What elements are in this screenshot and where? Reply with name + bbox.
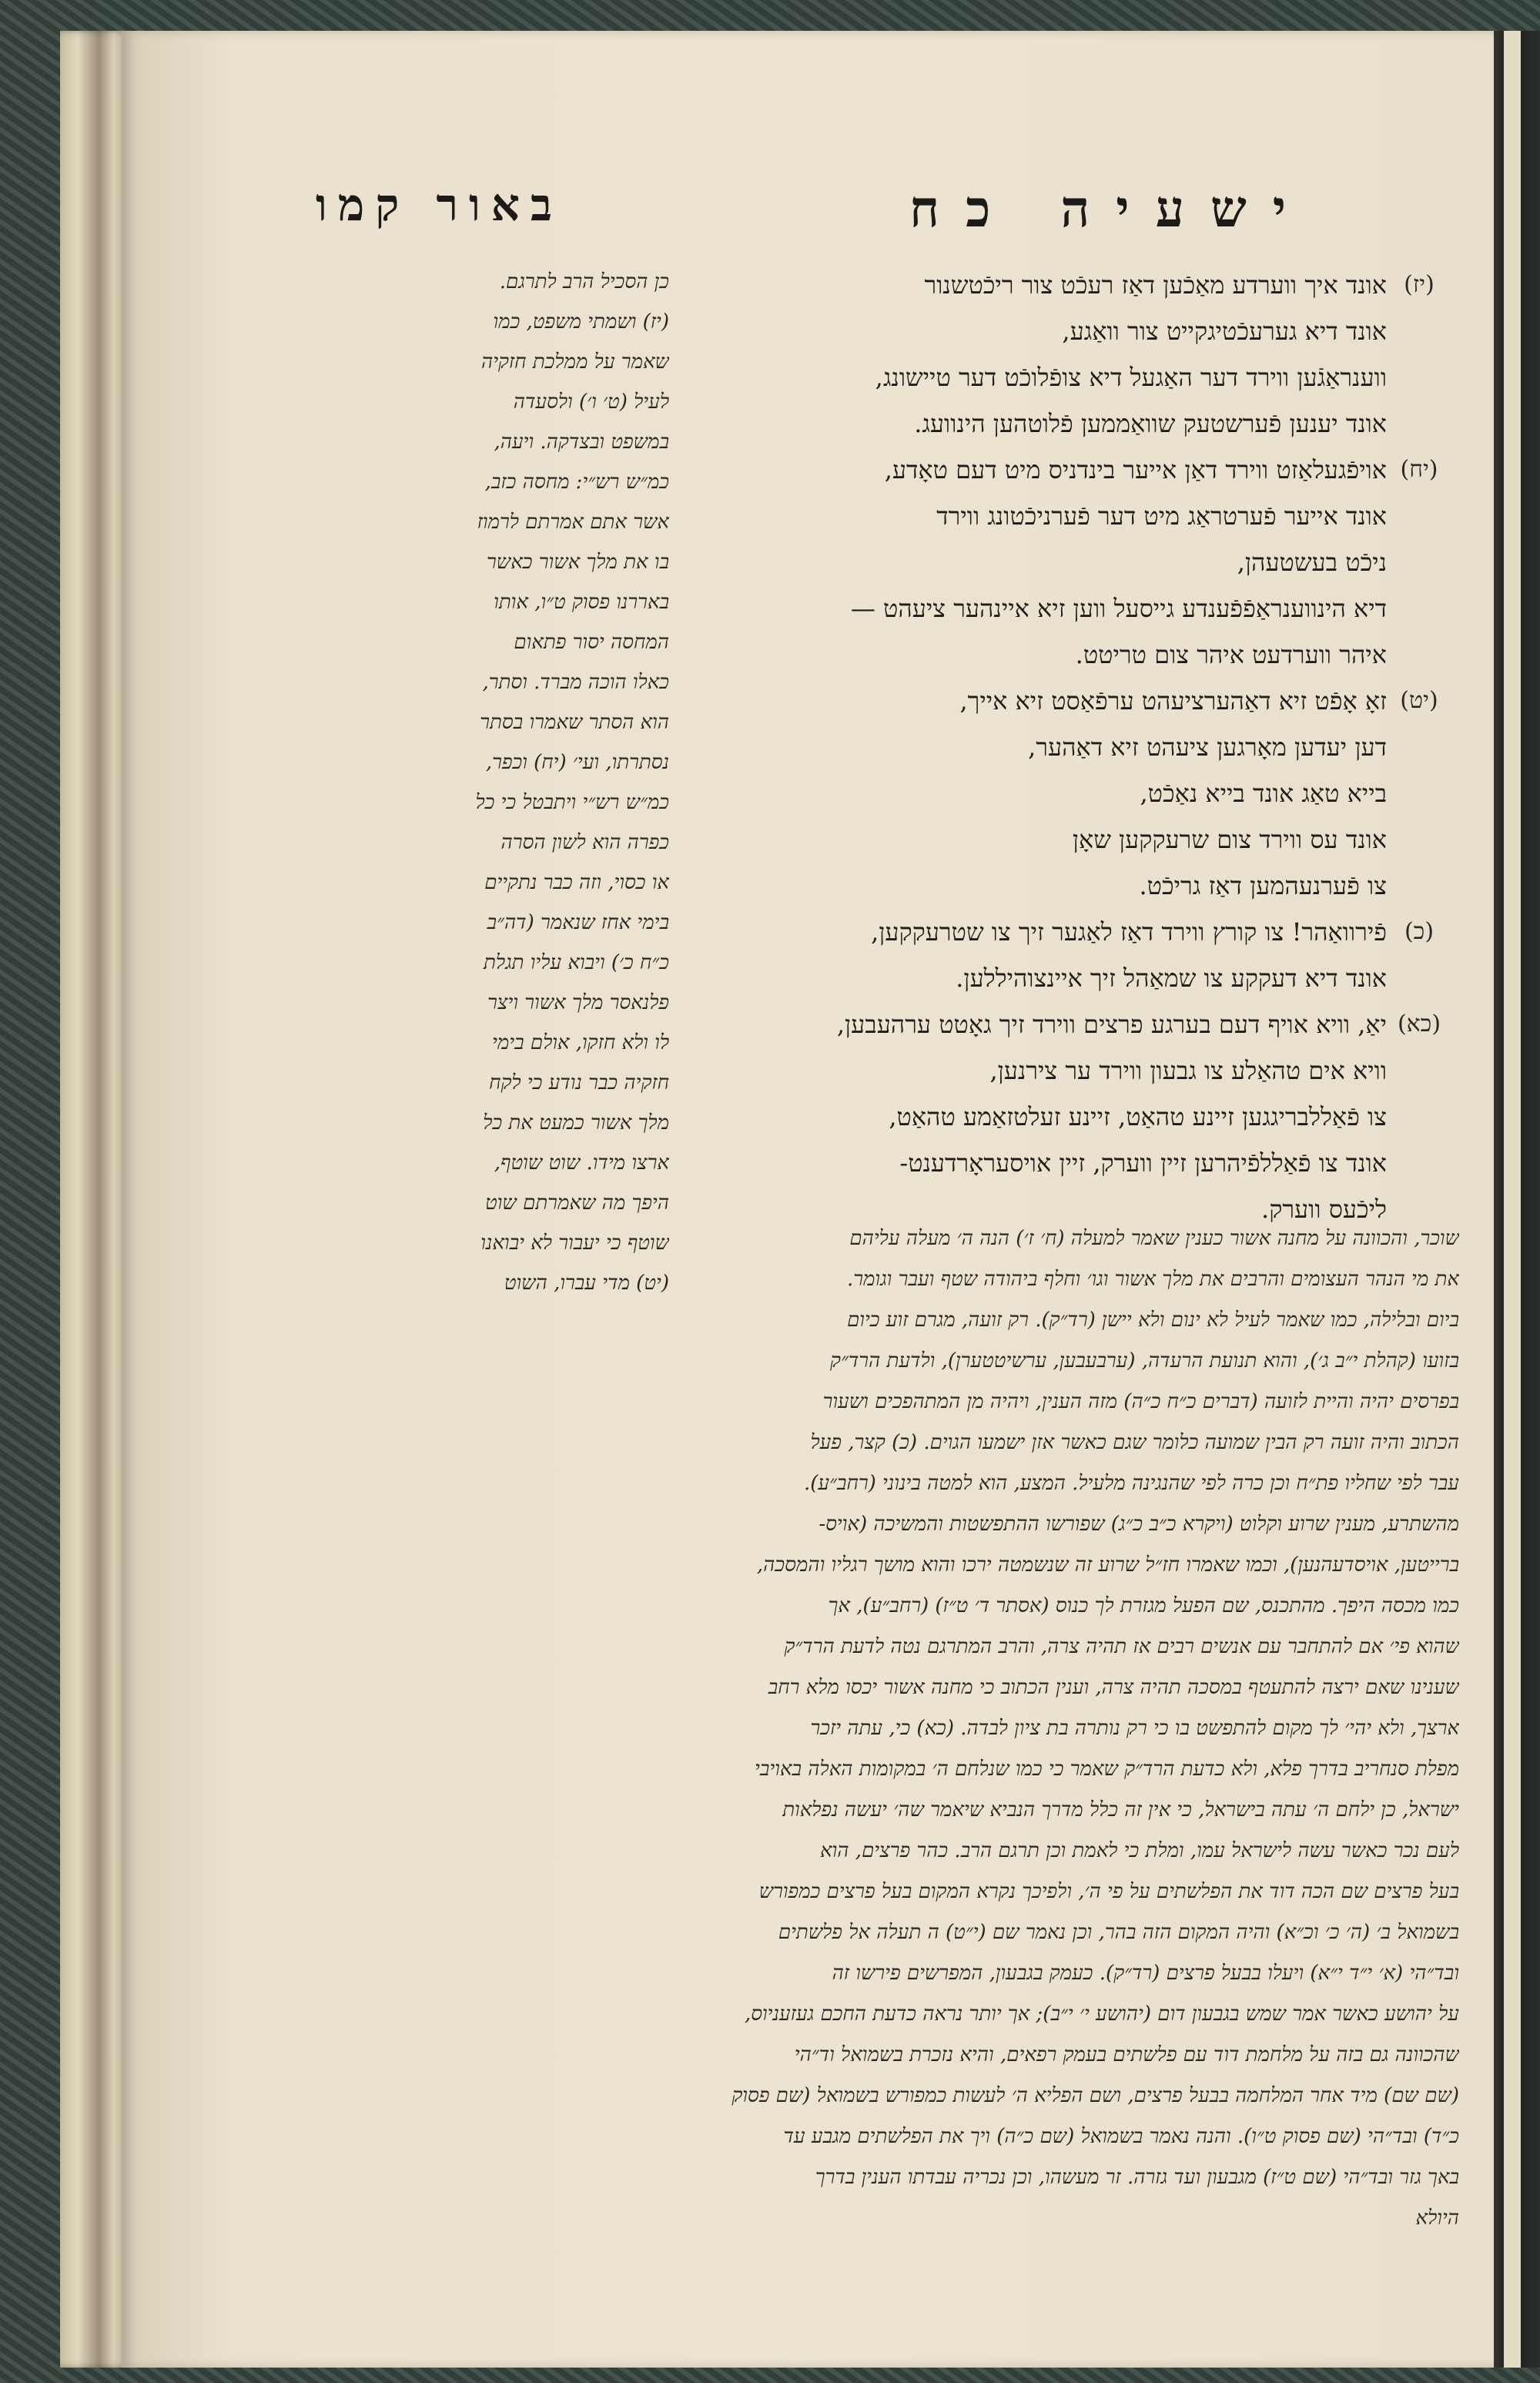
commentary-line: מפלת סנחריב בדרך פלא, ולא כדעת הרד״ק שאמר כי כמו שנלחם ה׳ במקומות האלה באויבי: [755, 1758, 1459, 1781]
verse-line: דען יעדען מאָרגען ציעהט זיא דאַהער,: [1028, 732, 1387, 762]
verse-line: זאָ אָפֿט זיא דאַהערציעהט ערפֿאַסט זיא אייך,: [959, 686, 1387, 716]
commentary-line: (יט) מדי עברו, השוט: [504, 1272, 669, 1295]
commentary-line: מהשתרע, מענין שרוע וקלוט (ויקרא כ״ב כ״ג) שפורשו ההתפשטות והמשיכה (אויס-: [819, 1513, 1459, 1536]
verse-line: ווענראַגֿען ווירד דער האַגעל דיא צופֿלוכֿט דער טיישונג,: [875, 363, 1387, 392]
commentary-line: שוכר, והכוונה על מחנה אשור כענין שאמר למעלה (ח׳ ז׳) הנה ה׳ מעלה עליהם: [849, 1227, 1459, 1250]
commentary-line: כמ״ש רש״י ויתבטל כי כל: [475, 791, 669, 814]
commentary-line: בפרסים יהיה והיית לזועה (דברים כ״ח כ״ה) מזה הענין, ויהיה מן המתהפכים ושעור: [822, 1390, 1459, 1413]
translation-column: [836, 262, 1451, 1232]
commentary-line: ביום ובלילה, כמו שאמר לעיל לא ינום ולא יישן (רד״ק). רק זועה, מגרם זוע כיום: [847, 1309, 1459, 1332]
commentary-line: ברייטען, אויסדעהנען), וכמו שאמרו חז״ל שרוע זה שנשמטה ירכו והוא מושך רגליו והמסכה,: [756, 1553, 1459, 1577]
commentary-line: על יהושע כאשר אמר שמש בגבעון דום (יהושע י׳ י״ב); אך יותר נראה כדעת החכם געזעניוס,: [744, 2003, 1459, 2026]
commentary-side-column: [326, 262, 669, 1303]
commentary-line: באררנו פסוק ט״ו, אותו: [494, 591, 669, 614]
verse-line: בייא טאַג אונד בייא נאַכֿט,: [1140, 779, 1387, 808]
verse-line: יאַ, וויא אויף דעם בערגע פרצים ווירד זיך גאָטט ערהעבען,: [836, 1010, 1387, 1039]
commentary-bottom-block: [366, 1218, 1459, 2280]
commentary-line: כמו מכסה היפך. מהתכנס, שם הפעל מגזרת לך כנוס (אסתר ד׳ ט״ז) (רחב״ע), אך: [828, 1594, 1459, 1617]
verse-number: (כא): [1397, 1011, 1441, 1037]
commentary-line: אשר אתם אמרתם לרמוז: [477, 511, 669, 534]
commentary-line: [366, 2239, 1459, 2280]
commentary-line: כאלו הוכה מברד. וסתר,: [482, 671, 669, 694]
verse-number: (יט): [1400, 687, 1438, 714]
commentary-line: הוא הסתר שאמרו בסתר: [480, 711, 669, 734]
commentary-line: בעל פרצים שם הכה דוד את הפלשתים על פי ה׳, ולפיכך נקרא המקום בעל פרצים כמפורש: [758, 1880, 1459, 1903]
verse-line: אויפֿגעלאַזט ווירד דאַן אייער בינדניס מיט דעם טאָדע,: [884, 455, 1387, 484]
verse-line: אונד עס ווירד צום שרעקקען שאָן: [1072, 825, 1387, 854]
verse-line: וויא אים טהאַלע צו גבעון ווירד ער צירנען,: [989, 1056, 1387, 1085]
commentary-line: במשפט ובצדקה. ויעה,: [494, 431, 669, 454]
verse-18: [850, 447, 1451, 678]
commentary-line: ארצו מידו. שוט שוטף,: [494, 1151, 669, 1175]
verse-17: [875, 262, 1451, 447]
verse-line: צו פֿערנעהמען דאַז גריכֿט.: [1139, 871, 1387, 900]
verse-line: ליכֿעס ווערק.: [1261, 1195, 1387, 1224]
verse-19: [943, 678, 1451, 909]
commentary-line: נסתרתו, ועי׳ (יח) וכפר,: [485, 751, 669, 774]
next-page-sliver: [1504, 31, 1521, 2368]
commentary-line: שאמר על ממלכת חזקיה: [480, 350, 669, 374]
commentary-line: כ״ד) ובד״הי (שם פסוק ט״ו). והנה נאמר בשמואל (שם כ״ה) ויך את הפלשתים מגבע עד: [783, 2125, 1459, 2148]
commentary-line: עבר לפי שחליו פת״ח וכן כרה לפי שהנגינה מלעיל. המצע, הוא למטה בינוני (רחב״ע).: [803, 1472, 1459, 1495]
commentary-line: שהכוונה גם בזה על מלחמת דוד עם פלשתים בעמק רפאים, והיא נזכרת בשמואל וד״הי: [794, 2043, 1459, 2066]
commentary-line: ארצך, ולא יהי׳ לך מקום להתפשט בו כי רק נותרה בת ציון לבדה. (כא) כי, עתה יזכר: [810, 1717, 1459, 1740]
verse-line: אונד דיא דעקקע צו שמאַהל זיך איינצוהיללען.: [956, 964, 1387, 993]
verse-number: (כ): [1404, 918, 1435, 945]
verse-line: אונד יענען פֿערשטעק שוואַממען פֿלוטהען הינוועג.: [914, 409, 1387, 438]
verse-line: אונד צו פֿאַללפֿיהרען זיין ווערק, זיין אויסעראָרדענט-: [899, 1148, 1387, 1178]
commentary-line: (יז) ושמתי משפט, כמו: [493, 310, 669, 333]
commentary-line: כפרה הוא לשון הסרה: [500, 831, 669, 854]
commentary-line: מלך אשור כמעט את כל: [483, 1111, 669, 1135]
commentary-line: באך גזר ובד״הי (שם ט״ז) מגבעון ועד גזרה. זר מעשהו, וכן נכריה עבדתו הענין בדרך: [815, 2166, 1459, 2189]
verse-line: צו פֿאַללבריגגען זיינע טהאַט, זיינע זעלטזאַמע טהאַט,: [889, 1102, 1387, 1131]
commentary-line: לו ולא חזקו, אולם בימי: [492, 1031, 669, 1054]
verse-number: (יח): [1400, 456, 1438, 483]
running-header-commentary: באור קמו: [316, 179, 563, 231]
verse-line: ניכֿט בעשטעהן,: [1237, 548, 1387, 577]
commentary-line: ובד״הי (א׳ י״ד י״א) ויעלו בבעל פרצים (רד״ק). כעמק בגבעון, המפרשים פירשו זה: [832, 1962, 1459, 1985]
commentary-line: בשמואל ב׳ (ה׳ כ׳ וכ״א) והיה המקום הזה בהר, וכן נאמר שם (י״ט) ה תעלה אל פלשתים: [778, 1921, 1459, 1944]
commentary-line: בימי אחז שנאמר (דה״ב: [487, 911, 669, 934]
commentary-line: כן הסכיל הרב לתרגם.: [499, 270, 669, 293]
verse-21: [836, 1001, 1451, 1232]
commentary-line: לעיל (ט׳ ו׳) ולסעדה: [513, 390, 669, 414]
running-header-title: ישעיה כח: [909, 179, 1312, 239]
verse-20: [871, 909, 1451, 1001]
verse-line: פֿירוואַהר! צו קורץ ווירד דאַז לאַגער זיך צו שטרעקקען,: [871, 917, 1387, 947]
commentary-line: את מי הנהר העצומים והרבים את מלך אשור וגו׳ וחלף ביהודה שטף ועבר וגומר.: [846, 1268, 1459, 1291]
verse-number: (יז): [1404, 271, 1435, 298]
verse-line: אונד אייער פֿערטראַג מיט דער פֿערניכֿטונג ווירד: [936, 501, 1387, 531]
commentary-line: חזקיה כבר נודע כי לקח: [489, 1071, 669, 1094]
verse-line: אונד דיא גערעכֿטיגקייט צור וואַגע,: [1062, 317, 1387, 346]
commentary-line: כ״ח כ׳) ויבוא עליו תגלת: [484, 951, 669, 974]
commentary-line: המחסה יסור פתאום: [514, 631, 669, 654]
book-page-edges: [60, 31, 131, 2368]
commentary-line: כמ״ש רש״י: מחסה כזב,: [484, 471, 669, 494]
commentary-line: או כסוי, וזה כבר נתקיים: [484, 871, 669, 894]
verse-line: איהר ווערדעט איהר צום טריטט.: [1075, 640, 1387, 669]
commentary-line: לעם נכר כאשר עשה לישראל עמו, ומלת כי לאמת וכן תרגם הרב. כהר פרצים, הוא: [820, 1839, 1459, 1862]
commentary-line: היולא: [1415, 2207, 1459, 2230]
commentary-line: היפך מה שאמרתם שוט: [485, 1192, 669, 1215]
commentary-line: שוטף כי יעבור לא יבואנו: [480, 1232, 669, 1255]
commentary-line: שענינו שאם ירצה להתעטף במסכה תהיה צרה, וענין הכתוב כי מחנה אשור יכסו מלא רחב: [768, 1676, 1459, 1699]
commentary-line: (שם שם) מיד אחר המלחמה בבעל פרצים, ושם הפליא ה׳ לעשות כמפורש בשמואל (שם פסוק: [732, 2084, 1459, 2107]
commentary-line: בו את מלך אשור כאשר: [487, 551, 669, 574]
verse-line: אונד איך ווערדע מאַכֿען דאַז רעכֿט צור ריכֿטשנור: [924, 270, 1387, 300]
commentary-line: פלנאסר מלך אשור ויצר: [487, 991, 669, 1014]
commentary-line: ישראל, כן ילחם ה׳ עתה בישראל, כי אין זה כלל מדרך הנביא שיאמר שה׳ יעשה נפלאות: [782, 1798, 1459, 1822]
commentary-line: שהוא פי׳ אם להתחבר עם אנשים רבים אז תהיה צרה, והרב המתרגם נטה לדעת הרד״ק: [784, 1635, 1459, 1658]
commentary-line: הכתוב והיה זועה רק הבין שמועה כלומר שגם כאשר אזן ישמעו הגוים. (כ) קצר, פעל: [810, 1431, 1459, 1454]
book-cover-right: [1490, 31, 1540, 2368]
commentary-line: בזועו (קהלת י״ב ג׳), והוא תנועת הרעדה, (ערבעבען, ערשיטטערן), ולדעת הרד״ק: [830, 1349, 1459, 1372]
verse-line: דיא הינווענראַפֿפֿענדע גייסעל ווען זיא איינהער ציעהט —: [850, 594, 1387, 623]
